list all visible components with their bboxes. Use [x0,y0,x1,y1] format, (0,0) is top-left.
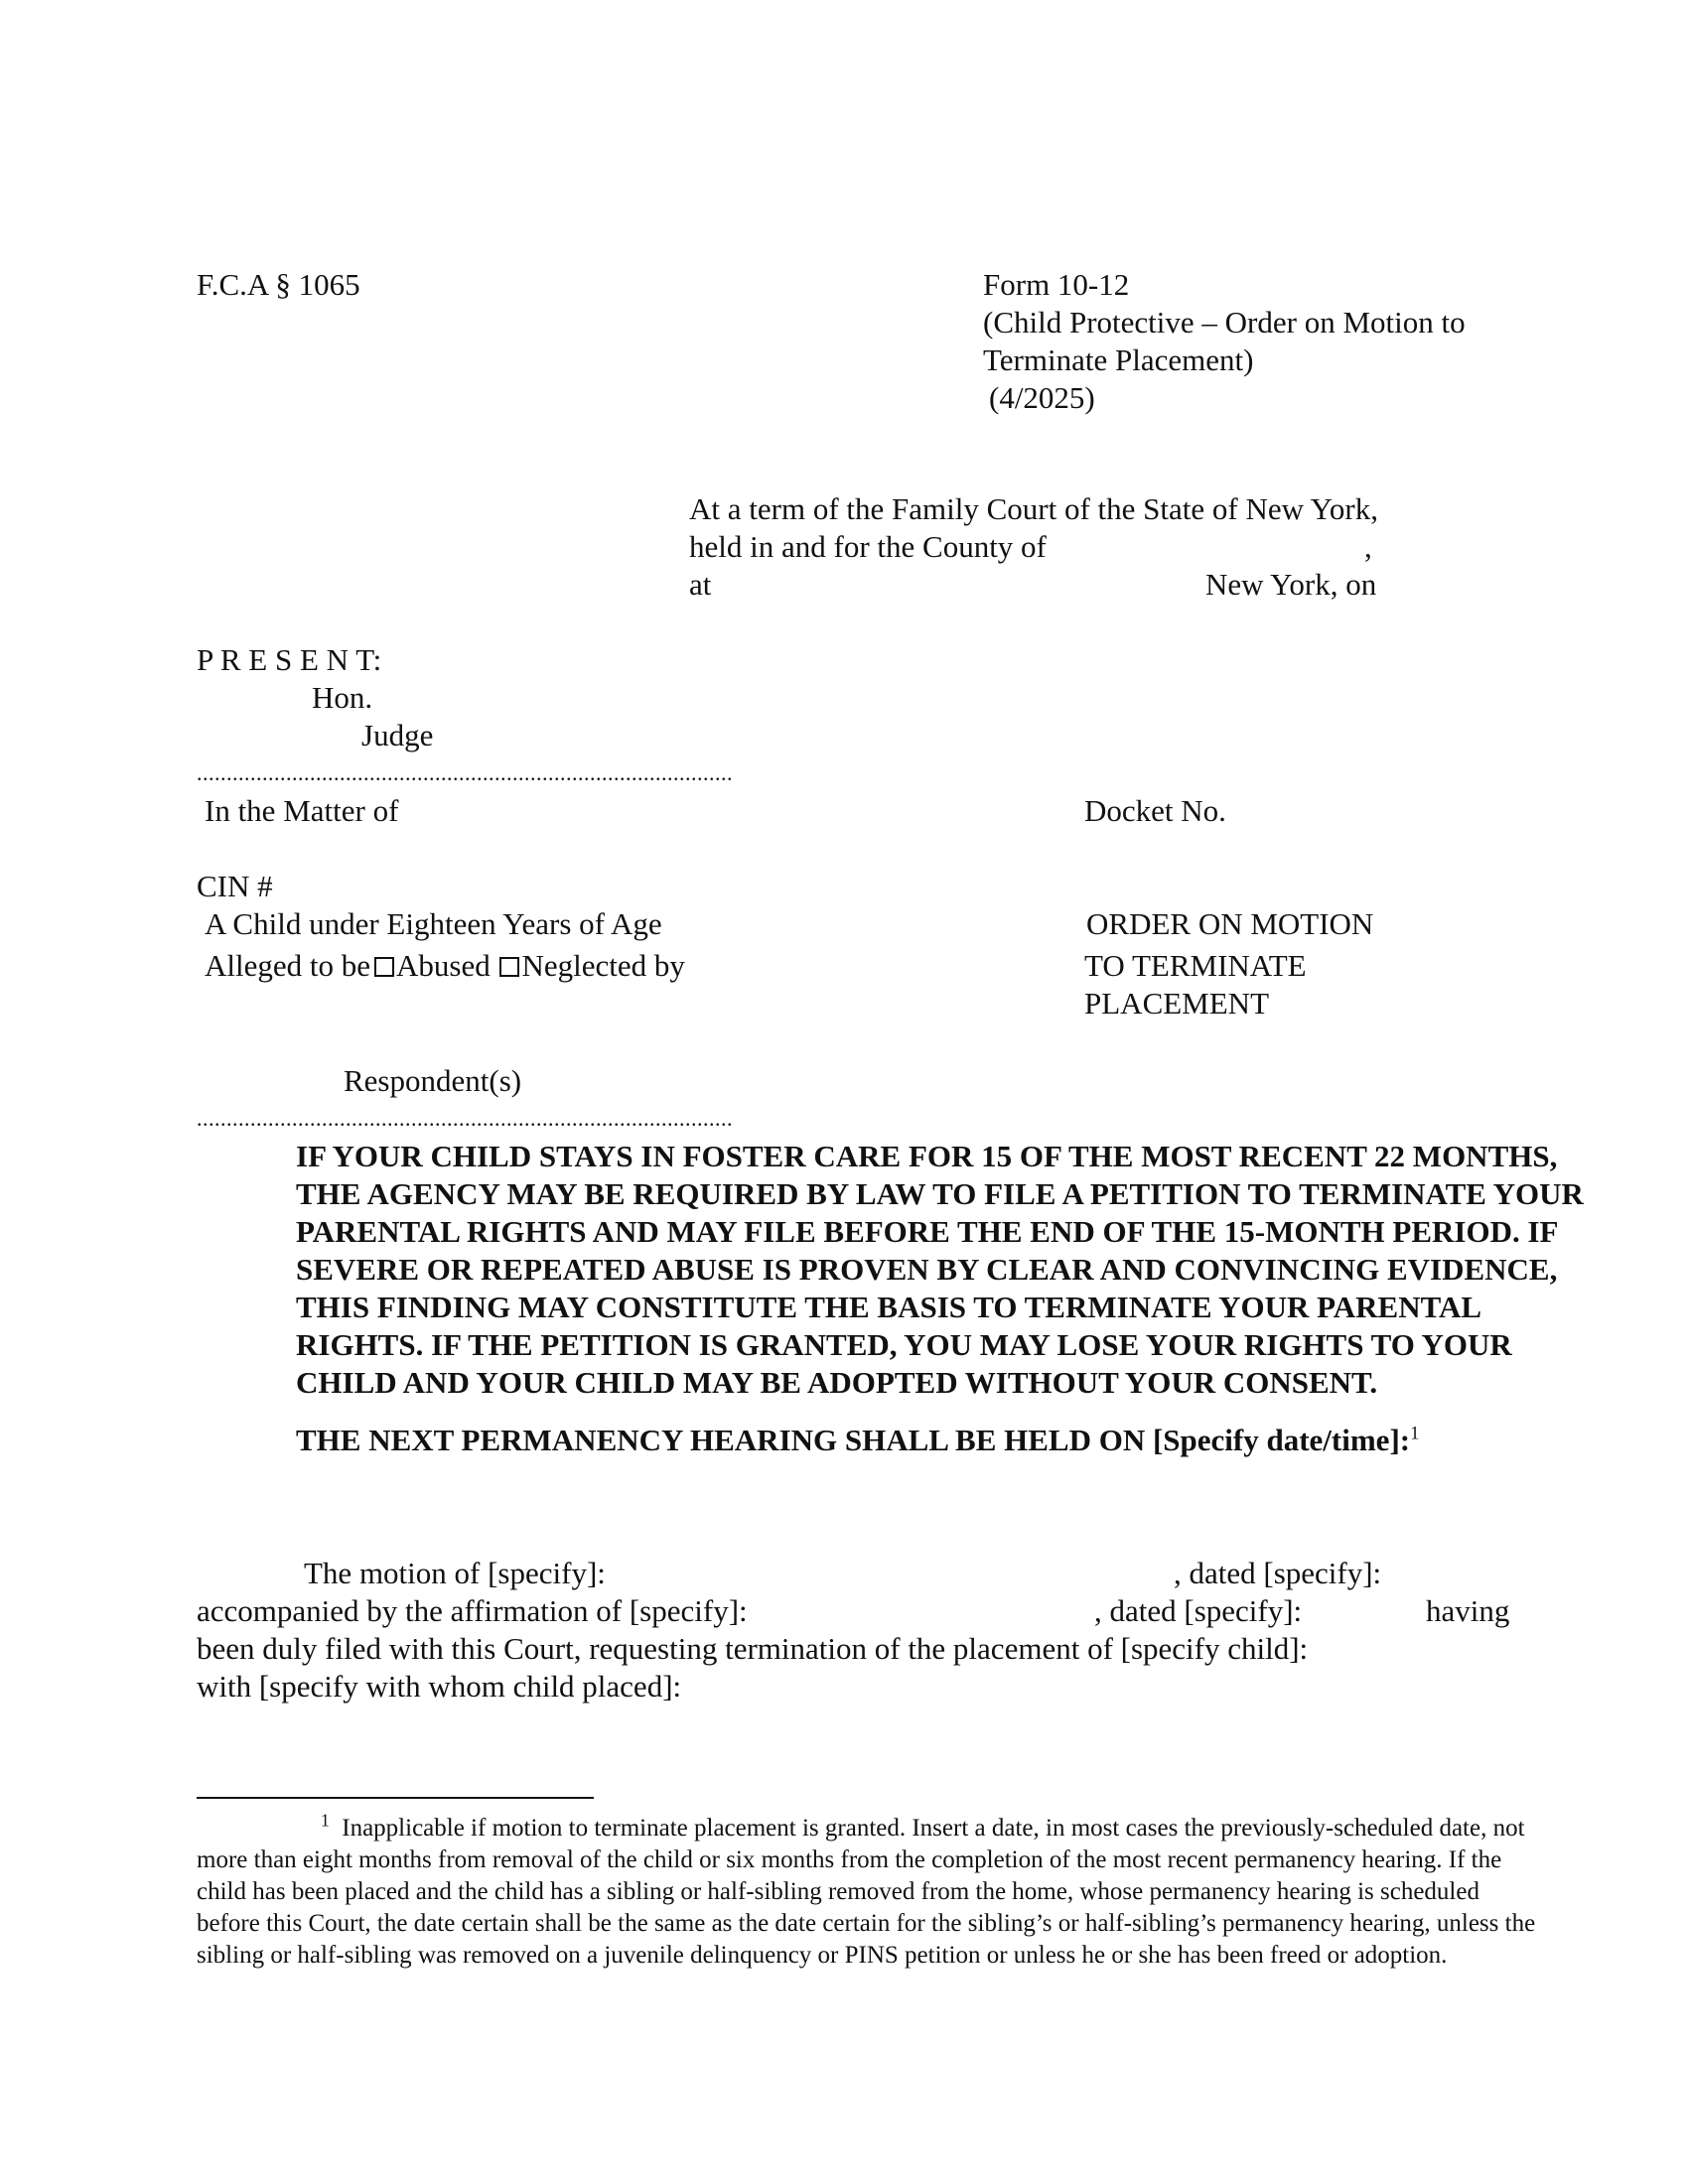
with-whom-text: with [specify with whom child placed]: [197,1669,682,1704]
present-hon: Hon. [312,680,373,715]
neglected-label: Neglected by [521,948,685,983]
cin-label: CIN # [197,869,273,903]
form-date: (4/2025) [989,380,1095,415]
court-term-line1: At a term of the Family Court of the State of New York, [689,491,1378,526]
child-description: A Child under Eighteen Years of Age [205,906,662,941]
motion-of-text: The motion of [specify]: [304,1556,606,1590]
order-title-line1: ORDER ON MOTION [1086,906,1374,941]
present-label: P R E S E N T: [197,642,382,677]
having-text: having [1426,1593,1510,1628]
warning-text: IF YOUR CHILD STAYS IN FOSTER CARE FOR 15 OF THE MOST RECENT 22 MONTHS, THE AGENCY MAY BE REQUIRED BY LAW TO FILE A PETITION TO TERMINATE YOUR PARENTAL RIGHTS AND MAY FILE BEFORE THE END OF THE 15-MONTH PERIOD. IF SEVERE OR REPEATED ABUSE IS PROVEN BY CLEAR AND CONVINCING EVIDENCE, THIS FINDING MAY CONSTITUTE THE BASIS TO TERMINATE YOUR PARENTAL RIGHTS. IF THE PETITION IS GRANTED, YOU MAY LOSE YOUR RIGHTS TO YOUR CHILD AND YOUR CHILD MAY BE ADOPTED WITHOUT YOUR CONSENT. [296,1139,1584,1400]
order-title-line3: PLACEMENT [1084,986,1269,1021]
statute-reference: F.C.A § 1065 [197,267,360,302]
court-term-line2: held in and for the County of [689,529,1047,564]
court-term-state-on: New York, on [1205,567,1377,602]
footnote-text: Inapplicable if motion to terminate placement is granted. Insert a date, in most cases the previously-scheduled date, not more than eight months from removal of the child or six months from the completion of the most recent permanency hearing. If the child has been placed and the child has a sibling or half-sibling removed from the home, whose permanency hearing is scheduled before this Court, the date certain shall be the same as the date certain for the sibling’s or half-sibling’s permanency hearing, unless the sibling or half-sibling was removed on a juvenile delinquency or PINS petition or unless he or she has been freed or adoption. [197,1815,1536,1969]
in-the-matter-of: In the Matter of [205,793,399,828]
footnote [197,1810,1537,1972]
docket-number-label: Docket No. [1084,793,1226,828]
form-title-line1: (Child Protective – Order on Motion to [983,305,1466,340]
form-number: Form 10-12 [983,267,1130,302]
footnote-reference: 1 [1410,1423,1420,1444]
court-term-comma: , [1364,529,1372,564]
filed-text: been duly filed with this Court, requesting termination of the placement of [specify child]: [197,1631,1309,1666]
motion-dated-text: , dated [specify]: [1174,1556,1382,1590]
alleged-line [205,947,685,985]
present-judge: Judge [361,718,434,752]
affirmation-text: accompanied by the affirmation of [specify]: [197,1593,748,1628]
affirmation-dated-text: , dated [specify]: [1094,1593,1303,1628]
form-title-line2: Terminate Placement) [983,342,1254,377]
abused-checkbox[interactable] [374,957,394,977]
respondents-label: Respondent(s) [344,1063,522,1098]
caption-separator-top: .......................................................................................... [197,760,733,785]
foster-care-warning [296,1138,1587,1459]
footnote-paragraph [197,1810,1537,1972]
next-hearing-text: THE NEXT PERMANENCY HEARING SHALL BE HELD ON [Specify date/time]: [296,1423,1411,1457]
court-term-at: at [689,567,712,602]
abused-label: Abused [396,948,491,983]
alleged-prefix: Alleged to be [205,948,371,983]
footnote-separator [197,1797,594,1799]
neglected-checkbox[interactable] [499,957,519,977]
order-title-line2: TO TERMINATE [1084,948,1307,983]
footnote-number: 1 [321,1810,330,1831]
caption-separator-bottom: .......................................................................................... [197,1106,733,1131]
next-hearing-line [296,1422,1587,1459]
